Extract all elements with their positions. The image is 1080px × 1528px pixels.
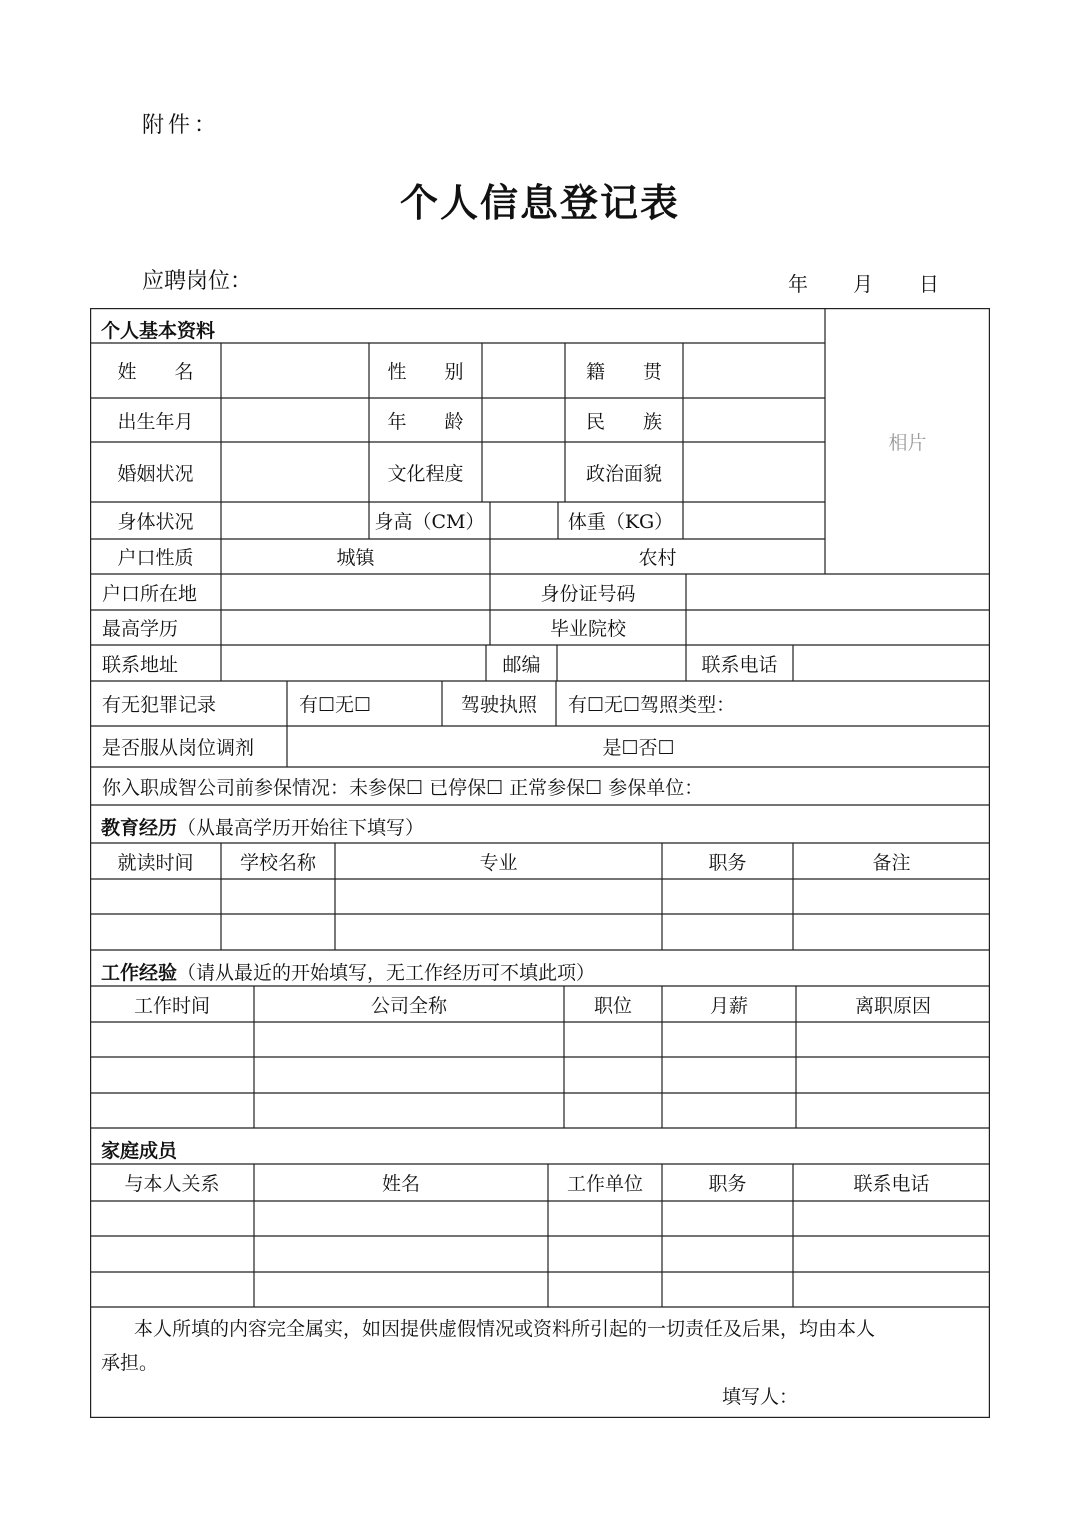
family-col-name: 姓名 <box>381 1173 420 1195</box>
work-col-salary: 月薪 <box>709 994 748 1017</box>
label-hukou-type: 户口性质 <box>117 547 194 569</box>
section-education-title: 教育经历 <box>101 817 178 839</box>
family-col-duty: 职务 <box>708 1173 747 1195</box>
label-political: 政治面貌 <box>585 462 662 485</box>
section-work-note: （请从最近的开始填写，无工作经历可不填此项） <box>177 962 596 984</box>
family-col-phone: 联系电话 <box>853 1173 930 1195</box>
form-title: 个人信息登记表 <box>399 180 680 225</box>
criminal-record-options[interactable]: 有☐无☐ <box>299 694 372 716</box>
section-education <box>101 813 424 840</box>
signer-label: 填写人： <box>722 1386 799 1408</box>
label-education-level: 文化程度 <box>387 462 464 485</box>
section-work <box>101 958 595 985</box>
registration-form <box>90 308 990 1418</box>
photo-placeholder: 相片 <box>888 431 927 454</box>
edu-col-remark: 备注 <box>872 851 911 874</box>
section-education-note: （从最高学历开始往下填写） <box>177 817 425 839</box>
insurance-status-row[interactable]: 你入职成智公司前参保情况：未参保☐ 已停保☐ 正常参保☐ 参保单位： <box>102 776 704 799</box>
edu-col-major: 专业 <box>479 851 518 874</box>
label-highest-degree: 最高学历 <box>102 618 179 640</box>
edu-col-period: 就读时间 <box>117 851 194 874</box>
work-col-period: 工作时间 <box>133 994 210 1017</box>
declaration-line-2: 承担。 <box>101 1352 159 1374</box>
label-phone: 联系电话 <box>701 653 778 676</box>
label-criminal-record: 有无犯罪记录 <box>102 694 217 716</box>
label-obey-transfer: 是否服从岗位调剂 <box>102 737 255 759</box>
label-graduate-school: 毕业院校 <box>549 618 626 640</box>
label-hukou-place: 户口所在地 <box>102 582 198 605</box>
date-year-label: 年 <box>788 272 808 296</box>
declaration-line-1: 本人所填的内容完全属实，如因提供虚假情况或资料所引起的一切责任及后果，均由本人 <box>134 1318 876 1340</box>
label-id-number: 身份证号码 <box>540 582 636 605</box>
label-age: 年 龄 <box>387 410 464 433</box>
date-day-label: 日 <box>919 272 939 296</box>
label-height: 身高（CM） <box>374 511 485 533</box>
section-personal-basic: 个人基本资料 <box>101 320 216 342</box>
section-work-title: 工作经验 <box>101 962 178 984</box>
position-label: 应聘岗位： <box>142 269 253 294</box>
work-col-position: 职位 <box>593 994 632 1017</box>
edu-col-school: 学校名称 <box>239 851 316 874</box>
work-col-leave-reason: 离职原因 <box>854 994 931 1017</box>
label-ethnicity: 民 族 <box>585 410 662 433</box>
family-col-relation: 与本人关系 <box>124 1173 220 1195</box>
date-month-label: 月 <box>853 272 873 296</box>
driving-license-options[interactable]: 有☐无☐驾照类型： <box>568 694 736 716</box>
label-marital: 婚姻状况 <box>117 462 194 485</box>
label-health: 身体状况 <box>117 511 194 533</box>
label-gender: 性 别 <box>387 361 464 383</box>
label-address: 联系地址 <box>102 653 179 676</box>
section-family: 家庭成员 <box>101 1140 178 1162</box>
obey-transfer-options[interactable]: 是☐否☐ <box>602 737 675 759</box>
attachment-label: 附件： <box>142 113 221 138</box>
label-birth: 出生年月 <box>117 410 194 433</box>
option-hukou-rural: 农村 <box>638 547 677 569</box>
label-driving-license: 驾驶执照 <box>460 694 537 716</box>
label-weight: 体重（KG） <box>567 511 674 533</box>
edu-col-duty: 职务 <box>708 851 747 874</box>
label-postcode: 邮编 <box>502 653 541 676</box>
work-col-company: 公司全称 <box>370 994 447 1017</box>
family-col-employer: 工作单位 <box>566 1173 643 1195</box>
label-name: 姓 名 <box>117 361 194 383</box>
option-hukou-urban: 城镇 <box>336 547 375 569</box>
label-native-place: 籍 贯 <box>585 361 662 383</box>
